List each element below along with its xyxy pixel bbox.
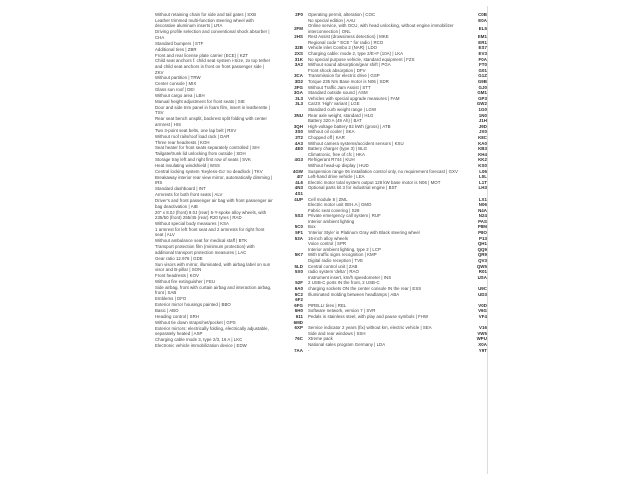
equipment-code-left xyxy=(282,109,308,110)
equipment-description: Online service, with OCU, with head unlocking, without engine immobilizer interconnection | ONL xyxy=(308,23,454,34)
equipment-description: Left-hand drive vehicle | LEA xyxy=(308,174,365,180)
equipment-code-left: 3NU xyxy=(294,112,303,118)
equipment-entry xyxy=(155,18,273,29)
equipment-description: Service indicator 2 years (fix) without km, electric vehicle | SEA xyxy=(308,325,432,331)
equipment-code-left: 5F1 xyxy=(295,230,303,236)
equipment-description: PIRELLI tires | REL xyxy=(308,302,347,308)
equipment-description: Digital radio reception | TVE xyxy=(308,258,364,264)
equipment-code-left xyxy=(282,244,308,245)
equipment-description: Front headrests | KOV xyxy=(155,272,199,278)
equipment-description: radio system 'delta' | RAO xyxy=(308,269,359,275)
equipment-entry xyxy=(155,262,273,273)
equipment-description: Door and side trim panel in foam film, insert in leatherette | TSV xyxy=(155,104,270,116)
equipment-code-right: G1Z xyxy=(478,73,487,79)
equipment-description: With traffic signs recognition | KMP xyxy=(308,252,377,258)
equipment-code-right: KK2 xyxy=(478,157,487,163)
equipment-description: Exterior mirrors: electrically folding, electrically adjustable, separately heated | ASP xyxy=(155,325,269,337)
equipment-code-right: K8C xyxy=(478,134,487,140)
equipment-description: Tailgate/trunk lid unlocking from outside | SDH xyxy=(155,151,246,157)
equipment-code-left: 3A2 xyxy=(294,62,303,68)
equipment-code-right: L06 xyxy=(479,168,487,174)
equipment-description: Battery charger (type 3) | BLG xyxy=(308,146,368,152)
equipment-description: Without roof rails/roof load rack | DAR xyxy=(155,133,230,139)
equipment-code-left xyxy=(282,221,308,222)
equipment-description: 20" x 8.0J (front) 9.0J (rear) 5-Y-spoke alloy wheels, with 235/50 (front) 255/45 (rear) R20 tyres | RAD xyxy=(155,209,267,221)
equipment-code-right: ES7 xyxy=(478,45,487,51)
left-description-column xyxy=(155,12,273,349)
equipment-code-left xyxy=(282,42,308,43)
equipment-code-left: 3T2 xyxy=(295,134,303,140)
equipment-code-right: WPU xyxy=(476,336,487,342)
equipment-description: Seat heater for front seats separately controlled | SIH xyxy=(155,145,260,151)
equipment-code-left: 76C xyxy=(294,336,303,342)
equipment-code-right: GP3 xyxy=(478,95,487,101)
equipment-code-right: QV3 xyxy=(478,258,487,264)
equipment-code-left: 3FG xyxy=(294,84,303,90)
equipment-description: Transmission for electric drive | GSP xyxy=(308,73,380,79)
equipment-code-left: 4L6 xyxy=(295,179,303,185)
equipment-code-right: 1G0 xyxy=(478,107,487,113)
equipment-description: Cell module 8 | ZML xyxy=(308,196,348,202)
equipment-entry xyxy=(155,116,273,127)
equipment-description: Instrument insert, km/h speedometer | INS xyxy=(308,274,392,280)
equipment-code-right: N06 xyxy=(478,202,487,208)
equipment-description: Suspension range 06 installation control only, no requirement forecast | GXV xyxy=(308,168,458,174)
equipment-description: Rear axle weight, standard | H1G xyxy=(308,112,374,118)
equipment-description: Without head-up display | HUD xyxy=(308,162,369,168)
equipment-description: 2 USB-C ports IN the front, 2 USB-C xyxy=(308,280,380,286)
equipment-entry xyxy=(155,227,273,238)
equipment-code-left xyxy=(282,260,308,261)
equipment-code-left: 3L3 xyxy=(295,101,303,107)
equipment-description: Rest Assist (drowsiness detection) | MKE xyxy=(308,34,389,40)
equipment-description: Child seat anchors f. child seat system i-Size, 2x top tether and child seat anchors in front on front passenger side | ZKV xyxy=(155,58,271,75)
equipment-entry xyxy=(282,348,487,354)
equipment-code-left: 4N3 xyxy=(294,185,303,191)
equipment-code-left: 2HS xyxy=(294,34,303,40)
equipment-code-left: 2F0 xyxy=(295,12,303,18)
equipment-description: Leather trimmed multi-function steering wheel with decorative aluminum inserts | LRA xyxy=(155,17,254,29)
equipment-description: Heading control | SRH xyxy=(155,313,199,319)
equipment-code-left xyxy=(282,210,308,211)
equipment-description: 1 armrest for left front seat and 2 armrests for right front seat | ALV xyxy=(155,226,265,238)
equipment-description: Without tie down straps/net/pocket | GPS xyxy=(155,319,236,325)
equipment-entry xyxy=(155,210,273,221)
equipment-code-left xyxy=(282,277,308,278)
equipment-description: Chopped off | KAR xyxy=(308,134,345,140)
equipment-description: No special purpose vehicle, standard equipment | FZS xyxy=(308,56,415,62)
equipment-code-right: R01 xyxy=(478,269,487,275)
equipment-code-left: 7AA xyxy=(294,347,303,353)
equipment-description: High-voltage battery 82 kWh (gross) | ATB xyxy=(308,123,391,129)
equipment-code-left: 6C2 xyxy=(294,291,303,297)
equipment-description: Emblems | DFO xyxy=(155,296,187,302)
equipment-description: Box xyxy=(308,224,316,230)
equipment-code-left: 4S1 xyxy=(295,190,303,196)
equipment-code-left: 6H0 xyxy=(294,308,303,314)
equipment-description: Armrests for both front seats | ALV xyxy=(155,192,223,198)
equipment-entry xyxy=(155,244,273,255)
equipment-description: Transport protection film (minimum protection) with additional transport protection measures | LAC xyxy=(155,244,255,255)
equipment-code-right: GM1 xyxy=(477,90,487,96)
equipment-description: Climatronic, free of cfc | HKA xyxy=(308,151,365,157)
equipment-description: Optional parts kit 3 for industrial engine | BST xyxy=(308,185,398,191)
equipment-code-right: JX0 xyxy=(479,129,487,135)
equipment-code-right: C0B xyxy=(478,12,487,18)
equipment-description: Gear ratio 12.976 | GDE xyxy=(155,255,203,261)
equipment-code-right: EV3 xyxy=(478,51,487,57)
equipment-code-left xyxy=(282,249,308,250)
equipment-description: Additional tires | ZBR xyxy=(155,46,197,52)
equipment-description: Standard curb weight range | LGW xyxy=(308,107,377,113)
equipment-description: Standard bumpers | STF xyxy=(155,40,204,46)
equipment-code-right xyxy=(463,283,487,284)
equipment-description: Without cargo area | LBH xyxy=(155,93,205,99)
equipment-entry xyxy=(155,198,273,209)
equipment-code-left: 3L3 xyxy=(295,95,303,101)
equipment-code-right: GW2 xyxy=(476,101,487,107)
equipment-description: Manual height adjustment for front seats | SIE xyxy=(155,98,245,104)
vertical-divider-rule xyxy=(487,6,488,474)
equipment-entry xyxy=(282,185,487,191)
equipment-code-left: 4A3 xyxy=(294,140,303,146)
equipment-code-left: 52F xyxy=(295,280,303,286)
equipment-code-left: 5K7 xyxy=(294,252,303,258)
equipment-code-right: N24 xyxy=(478,213,487,219)
equipment-description: Voice control | SPR xyxy=(308,241,347,247)
equipment-code-right: EL5 xyxy=(478,25,487,31)
equipment-code-right: F0A xyxy=(478,56,487,62)
equipment-code-right: LX1 xyxy=(478,196,487,202)
equipment-description: Driving profile selection and conventional shock absorber | CHA xyxy=(155,29,270,40)
equipment-code-right: P8M xyxy=(477,224,487,230)
equipment-code-left xyxy=(282,120,308,121)
equipment-code-right: KB3 xyxy=(478,146,487,152)
equipment-code-right: L0L xyxy=(479,174,487,180)
equipment-description: Rear seat bench unsplit, backrest split folding with center armrest | HIS xyxy=(155,116,267,127)
equipment-code-left: 3CA xyxy=(294,73,303,79)
equipment-description: Without oil cooler | SKA xyxy=(308,129,355,135)
equipment-entry xyxy=(282,23,487,34)
equipment-description: Electric motor total system output 128 kW base motor is N06 | MOT xyxy=(308,179,441,185)
equipment-code-left xyxy=(282,165,308,166)
equipment-code-right: FT0 xyxy=(479,62,487,68)
equipment-code-right: V6G xyxy=(478,308,487,314)
equipment-entry xyxy=(155,105,273,116)
equipment-description: Without camera systems/accident sensors | KSU xyxy=(308,140,404,146)
equipment-description: 'Interior Style' in Platinum Gray with Black steering wheel xyxy=(308,230,420,236)
equipment-description: Car2X 'High' variant | LGE xyxy=(308,101,360,107)
equipment-description: Private emergency call system | RUF xyxy=(308,213,381,219)
equipment-description: Basic | ABO xyxy=(155,307,179,313)
equipment-description: Without ambulance seat for medical staff | BTK xyxy=(155,238,248,244)
equipment-description: Without Traffic Jam Assist | STT xyxy=(308,84,371,90)
equipment-code-left: 32B xyxy=(294,45,303,51)
equipment-description: No special edition | AAU xyxy=(308,17,356,23)
equipment-description: Glass sun roof | DEI xyxy=(155,87,195,93)
equipment-entry xyxy=(155,58,273,75)
equipment-code-right: KS0 xyxy=(478,162,487,168)
equipment-code-right: G9B xyxy=(477,79,487,85)
equipment-description: Operating permit, alteration | COC xyxy=(308,12,376,18)
equipment-code-left: 53A xyxy=(294,235,303,241)
equipment-code-right xyxy=(463,299,487,300)
equipment-entry xyxy=(155,169,273,175)
equipment-code-right: P8O xyxy=(478,230,487,236)
equipment-description: Xtreme pack xyxy=(308,336,333,342)
equipment-description: Charging cable mode 3, type 2/3, 16 A | LKC xyxy=(155,337,243,343)
equipment-description: Standard dashboard | INT xyxy=(155,186,206,192)
equipment-code-right: PAS xyxy=(478,218,487,224)
equipment-code-right: EM1 xyxy=(477,34,487,40)
equipment-code-right: V0D xyxy=(478,302,487,308)
equipment-code-left: 5X0 xyxy=(295,269,303,275)
equipment-description: Front shock absorption | DFV xyxy=(308,67,366,73)
equipment-description: Without partition | TRW xyxy=(155,75,201,81)
equipment-description: Interior ambient lighting xyxy=(308,218,355,224)
equipment-description: Center console | MIX xyxy=(155,81,197,87)
equipment-entry xyxy=(155,175,273,186)
equipment-code-left: 5S3 xyxy=(295,213,303,219)
equipment-code-left xyxy=(282,344,308,345)
equipment-code-right: 1N0 xyxy=(478,112,487,118)
equipment-description: Driver's and front passenger air bag with front passenger air bag deactivation | AIB xyxy=(155,198,273,209)
equipment-code-left: 6F2 xyxy=(295,297,303,303)
equipment-code-left: 4G3 xyxy=(294,157,303,163)
equipment-description: Without special body measures | KSA xyxy=(155,220,229,226)
equipment-code-right: KA0 xyxy=(478,140,487,146)
equipment-code-left xyxy=(282,20,308,21)
equipment-code-left: 3QH xyxy=(293,123,303,129)
equipment-description: Without fire extinguisher | FEU xyxy=(155,278,216,284)
equipment-code-right xyxy=(463,193,487,194)
equipment-description: - xyxy=(308,347,310,353)
equipment-description: Interior ambient lighting, type 2 | LCP xyxy=(308,246,381,252)
equipment-code-right: L1T xyxy=(479,179,487,185)
equipment-code-right: VF4 xyxy=(478,313,487,319)
equipment-code-left: 5C0 xyxy=(294,224,303,230)
equipment-code-right: J9D xyxy=(478,123,487,129)
equipment-entry xyxy=(282,292,487,298)
equipment-code-left: 6A0 xyxy=(294,286,303,292)
equipment-code-left: 3D2 xyxy=(294,79,303,85)
equipment-code-right: GJ0 xyxy=(478,84,487,90)
equipment-code-left: 3GA xyxy=(293,90,303,96)
equipment-code-right: P13 xyxy=(479,235,487,241)
equipment-code-right: UD3 xyxy=(478,291,487,297)
equipment-code-right: QW5 xyxy=(476,263,487,269)
equipment-code-left: 5LD xyxy=(294,263,303,269)
equipment-description: Electric motor unit 0EH.A | GMO xyxy=(308,202,372,208)
content-columns xyxy=(155,12,485,353)
equipment-code-left: 611 xyxy=(295,313,303,319)
equipment-description: Central control unit | ZAB xyxy=(308,263,358,269)
equipment-description: Regional code " ECE " for radio | RCO xyxy=(308,39,384,45)
equipment-description: Two 3-point seat belts, one lap belt | RSV xyxy=(155,127,237,133)
equipment-entry xyxy=(155,343,273,349)
equipment-code-right: QQ9 xyxy=(477,246,487,252)
equipment-code-left xyxy=(282,70,308,71)
equipment-description: Side airbag, front with curtain airbag and interaction airbag, front | SAB xyxy=(155,284,272,296)
equipment-description: Sun visors with mirror, illuminated, with airbag label on sun visor and B-pillar | SON xyxy=(155,261,271,273)
equipment-description: Without sound absorption/gear shift | PGA xyxy=(308,62,391,68)
equipment-code-left: 4GW xyxy=(292,168,303,174)
equipment-description: Software network, version 7 | SVR xyxy=(308,308,376,314)
equipment-description: Charging cable: mode 2, type 2/E+F (10A) | LKA xyxy=(308,51,404,57)
equipment-code-left: 2FM xyxy=(294,25,303,31)
equipment-code-right: N4A xyxy=(478,207,487,213)
equipment-code-left: 4UP xyxy=(294,196,303,202)
equipment-description: Without retaining chain for side and tail gates | SXB xyxy=(155,12,257,17)
equipment-code-left: 2XS xyxy=(294,51,303,57)
equipment-description: Heat insulating windshield | WSS xyxy=(155,163,220,169)
right-code-column xyxy=(282,12,487,353)
equipment-description: Exterior mirror housings painted | BBO xyxy=(155,302,231,308)
equipment-description: Central locking system 'Keyless-Go' no deadlock | TKV xyxy=(155,168,263,174)
equipment-code-left xyxy=(282,154,308,155)
equipment-description: Torque 235 Nm Base motor is N06 | SDR xyxy=(308,79,389,85)
equipment-description: Refrigerant R744 | KUH xyxy=(308,157,355,163)
equipment-code-right: ER1 xyxy=(478,39,487,45)
equipment-code-right: G01 xyxy=(478,67,487,73)
equipment-code-left: 31K xyxy=(294,56,303,62)
equipment-code-left: 6MD xyxy=(293,319,303,325)
equipment-code-right: V16 xyxy=(479,325,487,331)
equipment-description: Pedals in stainless steel, with play and pause symbols | FHW xyxy=(308,313,429,319)
equipment-description: 16-inch alloy wheels xyxy=(308,235,348,241)
equipment-description: Side and rear windows | SSH xyxy=(308,330,366,336)
equipment-code-right: QH1 xyxy=(477,241,487,247)
equipment-entry xyxy=(155,285,273,296)
equipment-code-right: U9C xyxy=(478,286,487,292)
equipment-code-right: X0A xyxy=(478,341,487,347)
equipment-description: Breakaway interior rear view mirror, automatically dimming | IRS xyxy=(155,174,273,186)
equipment-entry xyxy=(282,314,487,320)
equipment-description: charging sockets ON the center console IN the rear | ESS xyxy=(308,286,422,292)
equipment-code-right: J1H xyxy=(478,118,487,124)
equipment-code-left: 4I7 xyxy=(296,174,303,180)
equipment-code-left xyxy=(282,333,308,334)
equipment-description: Vehicles with special upgrade measures | FAM xyxy=(308,95,400,101)
equipment-description: Standard outside sound | ASM xyxy=(308,90,368,96)
equipment-code-left: 4E0 xyxy=(295,146,303,152)
equipment-description: Battery 320 A (49 Ah) | BAT xyxy=(308,118,362,124)
equipment-code-right xyxy=(463,322,487,323)
equipment-code-right: Y9T xyxy=(478,347,487,353)
equipment-entry xyxy=(155,326,273,337)
equipment-description: Three rear headrests | KOH xyxy=(155,139,210,145)
equipment-description: Illuminated molding between headlamps | ABA xyxy=(308,291,400,297)
equipment-code-right: VW5 xyxy=(477,330,487,336)
equipment-description: Fabric seat covering | S28 xyxy=(308,207,360,213)
equipment-code-left: 6XP xyxy=(294,325,303,331)
equipment-description: Electronic vehicle immobilization device | EDW xyxy=(155,342,247,348)
equipment-code-right: KH4 xyxy=(478,151,487,157)
equipment-code-right: LH3 xyxy=(478,185,487,191)
equipment-code-left xyxy=(282,204,308,205)
equipment-description: Storage tray left and right first row of seats | SVK xyxy=(155,157,251,163)
equipment-code-right: E0A xyxy=(478,17,487,23)
equipment-entry xyxy=(155,29,273,40)
equipment-code-right: USA xyxy=(477,274,487,280)
equipment-description: Vehicle inlet Combo 2 (NAR) | LDO xyxy=(308,45,378,51)
equipment-code-left: 3S0 xyxy=(295,129,303,135)
equipment-code-right: QR9 xyxy=(477,252,487,258)
equipment-code-left: 6FG xyxy=(294,302,303,308)
equipment-description: National sales program Germany | LDA xyxy=(308,341,386,347)
equipment-description: Front and rear license plate carrier (ECE) | KZT xyxy=(155,52,249,58)
